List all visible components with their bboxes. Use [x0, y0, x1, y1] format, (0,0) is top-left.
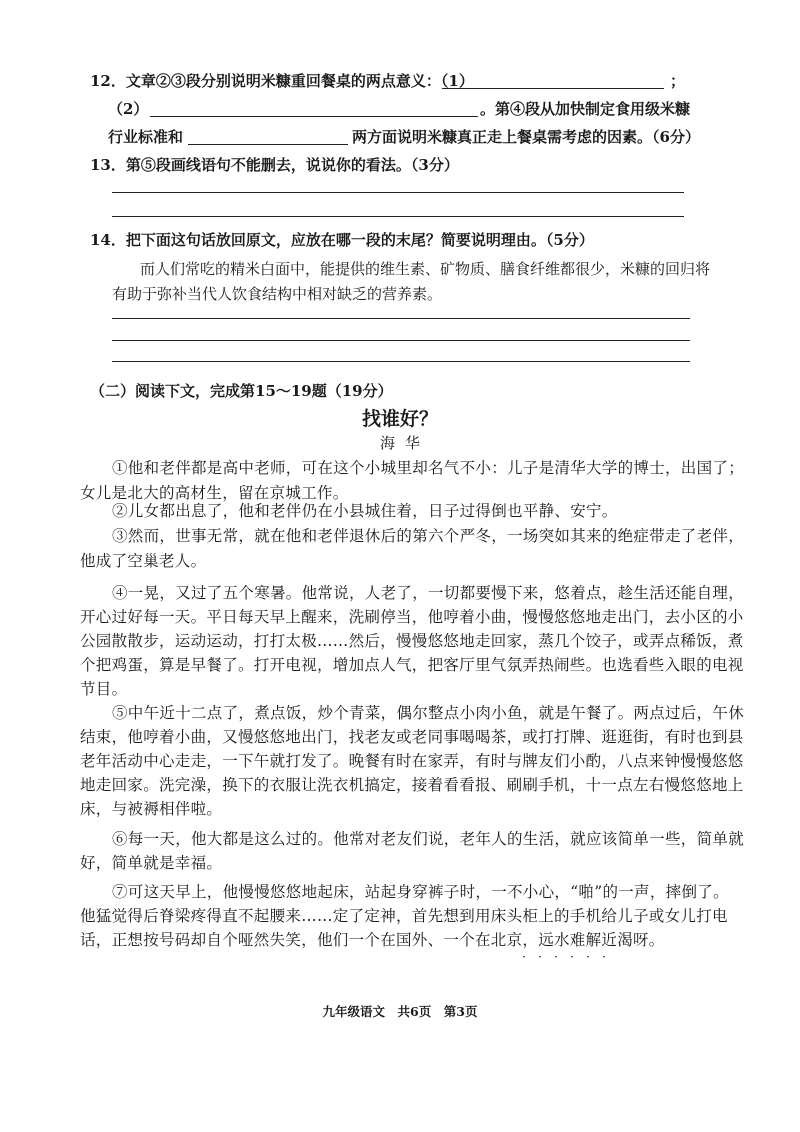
exam-page: 12．文章②③段分别说明米糠重回餐桌的两点意义：（1） ； （2） 。第④段从加快制定食用级米糠 行业标准和 两方面说明米糠真正走上餐桌需考虑的因素。（6分） 13．第⑤段画线语句不能删去，说说你的看法。（3分） 14．把下面这句话放回原文，应放在哪一段的末尾？简要说明理由。（5分） 而人们常吃的精米白面中，能提供的维生素、矿物质、膳食纤维都很少，米糠的回归将 有助于弥补当代人饮食结构中相对缺乏的营养素。 （二）阅读下文，完成第15～19题（19分） 找谁好？ 海华 ①他和老伴都是高中老师，可在这个小城里却名气不小：儿子是清华大学的博士，出国了； 女儿是北大的高材生，留在京城工作。 ②儿女都出息了，他和老伴仍在小县城住着，日子过得倒也平静、安宁。 ③然而，世事无常，就在他和老伴退休后的第六个严冬，一场突如其来的绝症带走了老伴， 他成了空巢老人。 ④一晃，又过了五个寒暑。他常说，人老了，一切都要慢下来，悠着点，趁生活还能自理， 开心过好每一天。平日每天早上醒来，洗刷停当，他哼着小曲，慢慢悠悠地走出门，去小区的小 公园散散步，运动运动，打打太极……然后，慢慢悠悠地走回家，蒸几个饺子，或弄点稀饭，煮 个把鸡蛋，算是早餐了。打开电视，增加点人气，把客厅里气氛弄热闹些。也选看些入眼的电视 节目。 ⑤中午近十二点了，煮点饭，炒个青菜，偶尔整点小肉小鱼，就是午餐了。两点过后，午休 结束，他哼着小曲，又慢悠悠地出门，找老友或老同事喝喝茶，或打打牌、逛逛街，有时也到县 老年活动中心走走，一下午就打发了。晚餐有时在家弄，有时与牌友们小酌，八点来钟慢慢悠悠 地走回家。洗完澡，换下的衣服让洗衣机搞定，接着看看报、刷刷手机，十一点左右慢悠悠地上 床，与被褥相伴啦。 ⑥每一天，他大都是这么过的。他常对老友们说，老年人的生活，就应该简单一些，简单就 好，简单就是幸福。 ⑦可这天早上，他慢慢悠悠地起床，站起身穿裤子时，一不小心，“啪”的一声，摔倒了。 他猛觉得后脊梁疼得直不起腰来……定了定神，首先想到用床头柜上的手机给儿子或女儿打电 话，正想按号码却自个哑然失笑，他们一个在国外、一个在北京，远水难解近渴呀。 · · · · · · 九年级语文 共6页 第3页 — [0, 0, 800, 1132]
q14-answer-line-2[interactable] — [112, 340, 690, 341]
para-7-line-2: 他猛觉得后脊梁疼得直不起腰来……定了定神，首先想到用床头柜上的手机给儿子或女儿打电 — [80, 907, 728, 925]
para-5-line-5: 床，与被褥相伴啦。 — [80, 800, 223, 818]
para-4-line-5: 节目。 — [80, 680, 128, 698]
para-4-line-4: 个把鸡蛋，算是早餐了。打开电视，增加点人气，把客厅里气氛弄热闹些。也选看些入眼的电视 — [80, 656, 744, 674]
q14-quote-line-1: 而人们常吃的精米白面中，能提供的维生素、矿物质、膳食纤维都很少，米糠的回归将 — [140, 260, 711, 278]
q13-answer-line-2[interactable] — [112, 216, 684, 217]
q12-answer-blank-3[interactable] — [188, 144, 348, 145]
para-7-line-3: 话，正想按号码却自个哑然失笑，他们一个在国外、一个在北京，远水难解近渴呀。 — [80, 931, 665, 949]
para-3-line-2: 他成了空巢老人。 — [80, 552, 207, 570]
q12-line3-start: 行业标准和 — [108, 128, 184, 146]
para-4-line-2: 开心过好每一天。平日每天早上醒来，洗刷停当，他哼着小曲，慢慢悠悠地走出门，去小区的小 — [80, 608, 744, 626]
para-3-line-1: ③然而，世事无常，就在他和老伴退休后的第六个严冬，一场突如其来的绝症带走了老伴， — [112, 527, 745, 545]
article-author: 海华 — [379, 434, 430, 452]
q12-line2-start: （2） — [108, 100, 149, 118]
para-6-line-2: 好，简单就是幸福。 — [80, 854, 223, 872]
para-6-line-1: ⑥每一天，他大都是这么过的。他常对老友们说，老年人的生活，就应该简单一些，简单就 — [112, 830, 745, 848]
article-title: 找谁好？ — [361, 408, 438, 430]
q14-question: 14．把下面这句话放回原文，应放在哪一段的末尾？简要说明理由。（5分） — [90, 231, 594, 249]
section2-heading: （二）阅读下文，完成第15～19题（19分） — [90, 382, 393, 400]
para-1-line-1: ①他和老伴都是高中老师，可在这个小城里却名气不小：儿子是清华大学的博士，出国了； — [112, 459, 745, 477]
q14-answer-line-1[interactable] — [112, 318, 690, 319]
q12-answer-blank-2[interactable] — [150, 116, 478, 117]
para-5-line-4: 地走回家。洗完澡，换下的衣服让洗衣机搞定，接着看看报、刷刷手机，十一点左右慢悠悠地上 — [80, 776, 744, 794]
para-7-line-1: ⑦可这天早上，他慢慢悠悠地起床，站起身穿裤子时，一不小心，“啪”的一声，摔倒了。 — [112, 883, 729, 901]
q13-question: 13．第⑤段画线语句不能删去，说说你的看法。（3分） — [90, 156, 459, 174]
q14-quote-line-2: 有助于弥补当代人饮食结构中相对缺乏的营养素。 — [112, 285, 443, 303]
para-5-line-3: 老年活动中心走走，一下午就打发了。晚餐有时在家弄，有时与牌友们小酌，八点来钟慢慢悠悠 — [80, 752, 744, 770]
q12-line1-end: ； — [670, 72, 686, 90]
q12-line2: 。第④段从加快制定食用级米糠 — [480, 100, 691, 118]
page-footer: 九年级语文 共6页 第3页 — [322, 1004, 478, 1019]
para-5-line-1: ⑤中午近十二点了，煮点饭，炒个青菜，偶尔整点小肉小鱼，就是午餐了。两点过后，午休 — [112, 704, 745, 722]
q12-answer-blank-1[interactable] — [442, 88, 664, 89]
para-4-line-3: 公园散散步，运动运动，打打太极……然后，慢慢悠悠地走回家，蒸几个饺子，或弄点稀饭，煮 — [80, 632, 744, 650]
para-4-line-1: ④一晃，又过了五个寒暑。他常说，人老了，一切都要慢下来，悠着点，趁生活还能自理， — [112, 584, 745, 602]
para-1-line-2: 女儿是北大的高材生，留在京城工作。 — [80, 484, 349, 502]
q13-answer-line-1[interactable] — [112, 192, 684, 193]
q14-answer-line-3[interactable] — [112, 361, 690, 362]
para-5-line-2: 结束，他哼着小曲，又慢悠悠地出门，找老友或老同事喝喝茶，或打打牌、逛逛街，有时也到县 — [80, 728, 744, 746]
q12-line3: 两方面说明米糠真正走上餐桌需考虑的因素。（6分） — [352, 128, 700, 146]
para-2-line-1: ②儿女都出息了，他和老伴仍在小县城住着，日子过得倒也平静、安宁。 — [112, 502, 618, 520]
q12-line1: 12．文章②③段分别说明米糠重回餐桌的两点意义：（1） — [90, 72, 474, 90]
